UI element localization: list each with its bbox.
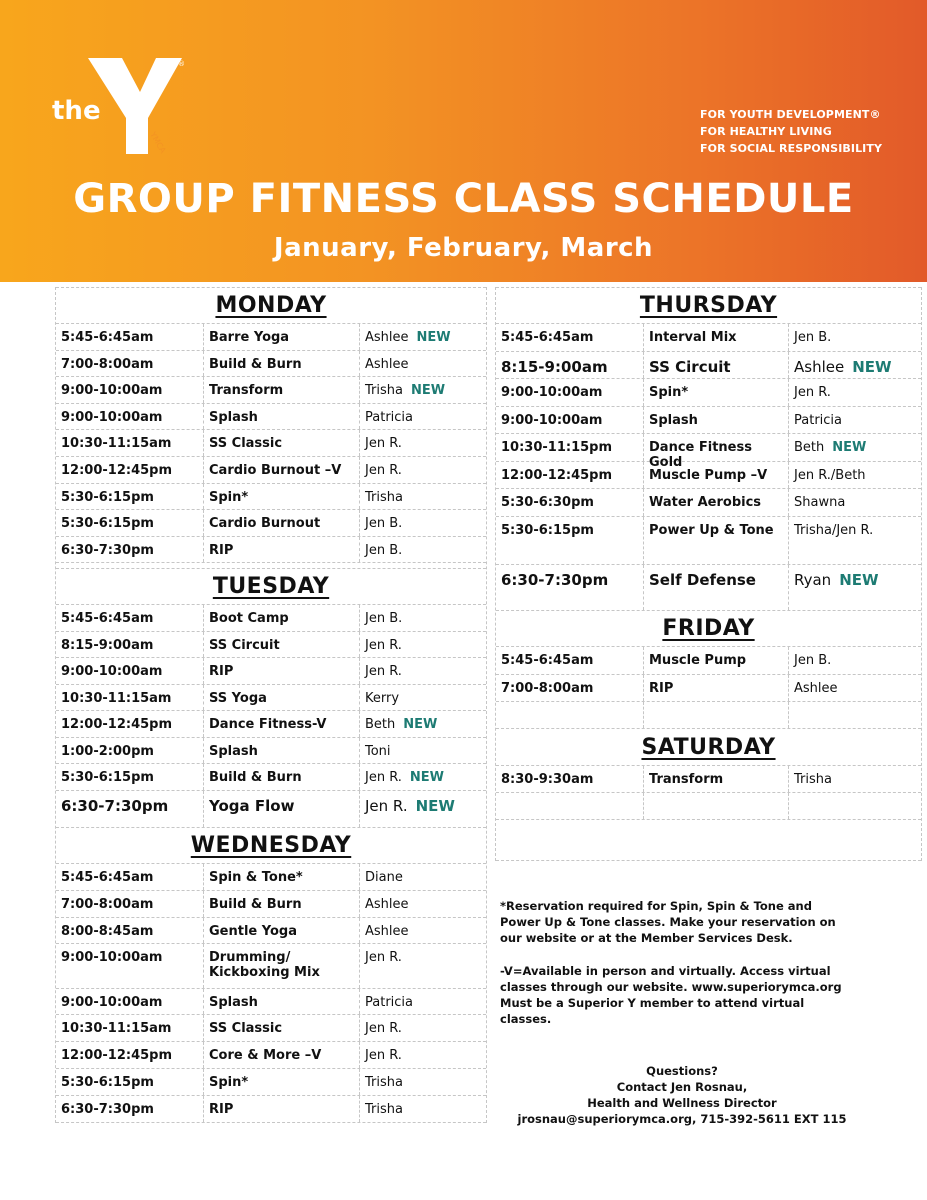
class-time: 8:15-9:00am xyxy=(56,632,204,658)
instructor-name: Shawna xyxy=(794,495,846,510)
class-name-text: SS Circuit xyxy=(209,637,280,653)
schedule-row xyxy=(56,863,486,890)
class-time: 10:30-11:15am xyxy=(56,685,204,711)
class-name-text: Transform xyxy=(649,772,724,788)
schedule-row xyxy=(496,461,921,489)
instructor xyxy=(789,489,921,516)
instructor-name: Patricia xyxy=(365,994,414,1010)
class-name-text: Build & Burn xyxy=(209,896,302,912)
class-time: 10:30-11:15am xyxy=(56,1015,204,1041)
instructor xyxy=(360,430,486,456)
schedule-row xyxy=(56,376,486,403)
class-name xyxy=(644,517,789,564)
class-time: 7:00-8:00am xyxy=(56,891,204,917)
class-name-text: Cardio Burnout –V xyxy=(209,462,342,478)
new-badge: NEW xyxy=(416,330,451,345)
instructor-name: Jen R. xyxy=(365,637,402,653)
instructor-name: Ashlee xyxy=(365,923,409,939)
contact-title: Health and Wellness Director xyxy=(587,1096,777,1110)
schedule-row xyxy=(496,351,921,379)
schedule-row xyxy=(496,674,921,702)
tagline-line-3: FOR SOCIAL RESPONSIBILITY xyxy=(700,142,883,155)
instructor xyxy=(360,351,486,377)
class-name-text: Power Up & Tone xyxy=(649,522,774,538)
instructor-name: Ashlee xyxy=(365,356,409,372)
instructor-name: Jen R. xyxy=(365,1048,402,1064)
virtual-note xyxy=(500,963,842,1027)
day-heading-monday: MONDAY xyxy=(56,287,486,323)
schedule-row xyxy=(56,403,486,430)
instructor xyxy=(789,565,921,611)
schedule-row xyxy=(56,429,486,456)
friday-rows xyxy=(496,646,921,701)
class-name-text-2: Kickboxing Mix xyxy=(209,965,320,981)
class-name xyxy=(204,1069,360,1095)
schedule-row xyxy=(56,684,486,711)
instructor xyxy=(789,766,921,792)
class-name-text: SS Circuit xyxy=(649,357,731,376)
virtual-note-line: Must be a Superior Y member to attend virtual xyxy=(500,996,805,1010)
instructor-name: Jen R. xyxy=(365,664,402,680)
instructor xyxy=(360,989,486,1015)
class-name-text: Spin & Tone* xyxy=(209,869,303,885)
virtual-note-line: -V=Available in person and virtually. Access virtual xyxy=(500,964,831,978)
class-time: 1:00-2:00pm xyxy=(56,738,204,764)
wednesday-rows xyxy=(56,863,486,1123)
schedule-row xyxy=(56,350,486,377)
class-name xyxy=(204,632,360,658)
instructor xyxy=(789,324,921,351)
instructor-name: Ashlee xyxy=(794,357,845,376)
instructor xyxy=(360,864,486,890)
virtual-note-line: classes. xyxy=(500,1012,552,1026)
instructor xyxy=(360,605,486,631)
schedule-row xyxy=(56,943,486,987)
schedule-row xyxy=(56,536,486,563)
class-name-text: Water Aerobics xyxy=(649,495,762,510)
class-time: 8:00-8:45am xyxy=(56,918,204,944)
friday-empty-row xyxy=(496,701,921,728)
class-name xyxy=(204,457,360,483)
instructor xyxy=(360,1069,486,1095)
svg-text:®: ® xyxy=(178,60,185,68)
instructor xyxy=(789,462,921,489)
class-name-text: Splash xyxy=(209,409,258,425)
instructor-name: Jen B. xyxy=(365,611,403,627)
instructor-name: Beth xyxy=(794,440,825,455)
instructor-name: Jen R. xyxy=(365,796,408,815)
class-time: 5:45-6:45am xyxy=(56,324,204,350)
class-name xyxy=(644,565,789,611)
reservation-note-line: Power Up & Tone classes. Make your reservation on xyxy=(500,915,836,929)
class-name xyxy=(204,918,360,944)
schedule-row xyxy=(56,509,486,536)
instructor xyxy=(789,517,921,564)
instructor-name: Jen R. xyxy=(365,1021,402,1037)
instructor xyxy=(360,891,486,917)
class-time: 9:00-10:00am xyxy=(56,944,204,987)
schedule-row xyxy=(56,657,486,684)
new-badge: NEW xyxy=(410,383,446,399)
class-time: 9:00-10:00am xyxy=(56,377,204,403)
instructor-name: Jen R. xyxy=(365,770,402,786)
instructor xyxy=(360,791,486,827)
class-time: 5:30-6:15pm xyxy=(56,484,204,510)
schedule-row xyxy=(56,631,486,658)
instructor-name: Jen R. xyxy=(365,436,402,452)
day-heading-tuesday: TUESDAY xyxy=(56,568,486,604)
schedule-row xyxy=(56,1041,486,1068)
reservation-note-line: our website or at the Member Services Desk. xyxy=(500,931,793,945)
tagline-line-2: FOR HEALTHY LIVING xyxy=(700,125,832,138)
class-name xyxy=(644,434,789,470)
class-name-text: SS Classic xyxy=(209,1021,283,1037)
class-time: 5:30-6:15pm xyxy=(496,517,644,564)
class-name-text: Muscle Pump –V xyxy=(649,467,768,483)
instructor xyxy=(360,632,486,658)
class-name-text: Gentle Yoga xyxy=(209,923,297,939)
class-name xyxy=(204,944,360,987)
class-name xyxy=(204,1096,360,1122)
reservation-note xyxy=(500,898,836,946)
schedule-row xyxy=(56,323,486,350)
day-heading-thursday: THURSDAY xyxy=(496,287,921,323)
schedule-row xyxy=(56,737,486,764)
class-name-text: Build & Burn xyxy=(209,356,302,372)
class-name xyxy=(204,351,360,377)
class-name-text: Spin* xyxy=(209,489,249,505)
instructor xyxy=(360,711,486,737)
instructor xyxy=(789,675,921,702)
instructor xyxy=(789,407,921,434)
instructor-name: Beth xyxy=(365,717,396,733)
class-time: 9:00-10:00am xyxy=(56,404,204,430)
class-name xyxy=(204,537,360,563)
instructor-name: Toni xyxy=(365,743,391,759)
schedule-row xyxy=(56,988,486,1015)
class-name xyxy=(644,407,789,434)
class-time: 12:00-12:45pm xyxy=(56,711,204,737)
instructor-name: Patricia xyxy=(794,412,843,428)
ymca-y-icon xyxy=(86,52,186,162)
schedule-right-column xyxy=(495,287,922,861)
class-time: 6:30-7:30pm xyxy=(496,565,644,611)
class-name-text: Build & Burn xyxy=(209,770,302,786)
class-time: 5:30-6:15pm xyxy=(56,1069,204,1095)
thursday-rows xyxy=(496,323,921,610)
instructor-name: Trisha xyxy=(365,1101,403,1117)
class-name xyxy=(644,352,789,379)
schedule-row xyxy=(496,765,921,792)
class-name-text: Transform xyxy=(209,383,284,399)
schedule-row xyxy=(56,604,486,631)
class-time: 12:00-12:45pm xyxy=(496,462,644,489)
schedule-row xyxy=(496,516,921,564)
class-name xyxy=(644,379,789,406)
instructor-name: Jen B. xyxy=(794,330,832,345)
schedule-left-column xyxy=(55,287,487,1123)
class-name xyxy=(644,324,789,351)
class-name-text: Splash xyxy=(209,994,258,1010)
class-name-text: Muscle Pump xyxy=(649,653,747,669)
class-name-text: SS Yoga xyxy=(209,690,267,706)
class-name-text: Self Defense xyxy=(649,570,756,589)
instructor xyxy=(360,537,486,563)
schedule-row xyxy=(56,1068,486,1095)
class-name xyxy=(204,510,360,536)
class-name xyxy=(204,711,360,737)
class-name xyxy=(204,658,360,684)
class-time: 12:00-12:45pm xyxy=(56,1042,204,1068)
instructor-name: Ashlee xyxy=(365,896,409,912)
monday-rows xyxy=(56,323,486,562)
class-name xyxy=(204,989,360,1015)
class-name xyxy=(644,766,789,792)
class-name-text: Dance Fitness-V xyxy=(209,717,327,733)
instructor-name: Jen B. xyxy=(794,653,832,669)
instructor-name: Jen R. xyxy=(365,950,402,966)
tagline xyxy=(700,106,882,157)
class-name-text: Core & More –V xyxy=(209,1048,322,1064)
class-name-text: RIP xyxy=(649,680,674,696)
instructor-name: Trisha/Jen R. xyxy=(794,522,874,538)
instructor-name: Trisha xyxy=(365,489,403,505)
instructor xyxy=(360,658,486,684)
class-time: 10:30-11:15am xyxy=(56,430,204,456)
class-time: 10:30-11:15pm xyxy=(496,434,644,461)
class-time: 8:15-9:00am xyxy=(496,352,644,379)
instructor xyxy=(360,1096,486,1122)
class-name-text: Barre Yoga xyxy=(209,330,290,345)
class-name-text: RIP xyxy=(209,1101,234,1117)
class-name xyxy=(204,484,360,510)
instructor-name: Jen R./Beth xyxy=(794,467,866,483)
class-name xyxy=(204,404,360,430)
class-name xyxy=(644,675,789,702)
class-time: 5:30-6:15pm xyxy=(56,510,204,536)
class-name xyxy=(204,605,360,631)
class-name-text: Spin* xyxy=(209,1074,249,1090)
instructor xyxy=(360,918,486,944)
instructor-name: Ashlee xyxy=(794,680,838,696)
class-name xyxy=(204,764,360,790)
instructor xyxy=(360,738,486,764)
instructor xyxy=(360,944,486,987)
schedule-row xyxy=(56,710,486,737)
class-time: 5:30-6:30pm xyxy=(496,489,644,516)
instructor xyxy=(360,324,486,350)
instructor-name: Patricia xyxy=(365,409,414,425)
instructor-name: Jen B. xyxy=(365,542,403,558)
instructor-name: Jen B. xyxy=(365,516,403,532)
contact-email-phone[interactable]: jrosnau@superiorymca.org, 715-392-5611 EXT 115 xyxy=(517,1112,847,1126)
new-badge: NEW xyxy=(415,796,455,815)
schedule-row xyxy=(496,488,921,516)
class-time: 9:00-10:00am xyxy=(496,379,644,406)
schedule-row xyxy=(56,790,486,827)
ymca-logo xyxy=(52,52,192,162)
instructor xyxy=(360,377,486,403)
class-time: 5:45-6:45am xyxy=(496,647,644,674)
class-time: 9:00-10:00am xyxy=(496,407,644,434)
schedule-row xyxy=(496,646,921,674)
class-time: 5:45-6:45am xyxy=(56,864,204,890)
saturday-empty-row xyxy=(496,792,921,819)
instructor xyxy=(360,685,486,711)
page-subtitle: January, February, March xyxy=(273,233,654,263)
schedule-row xyxy=(496,564,921,611)
class-name xyxy=(204,1015,360,1041)
reservation-note-line: *Reservation required for Spin, Spin & Tone and xyxy=(500,899,812,913)
schedule-row xyxy=(56,1095,486,1122)
instructor xyxy=(360,484,486,510)
schedule-row xyxy=(496,378,921,406)
class-name-text: Yoga Flow xyxy=(209,796,295,815)
virtual-note-line: classes through our website. www.superiorymca.org xyxy=(500,980,842,994)
instructor-name: Kerry xyxy=(365,690,400,706)
class-time: 8:30-9:30am xyxy=(496,766,644,792)
page-title: GROUP FITNESS CLASS SCHEDULE xyxy=(73,176,854,222)
class-time: 5:45-6:45am xyxy=(496,324,644,351)
new-badge: NEW xyxy=(839,570,879,589)
instructor-name: Jen R. xyxy=(365,462,402,478)
class-time: 9:00-10:00am xyxy=(56,658,204,684)
instructor xyxy=(360,1042,486,1068)
class-name xyxy=(204,791,360,827)
class-name xyxy=(204,864,360,890)
class-name-text: Spin* xyxy=(649,385,689,400)
class-time: 6:30-7:30pm xyxy=(56,791,204,827)
new-badge: NEW xyxy=(403,717,438,733)
class-name-text: Splash xyxy=(209,743,258,759)
instructor-name: Jen R. xyxy=(794,385,831,400)
class-time: 5:30-6:15pm xyxy=(56,764,204,790)
class-name-text: SS Classic xyxy=(209,436,283,452)
logo-the-text: the xyxy=(52,96,101,126)
class-name-text: Splash xyxy=(649,412,698,428)
class-time: 5:45-6:45am xyxy=(56,605,204,631)
class-name xyxy=(204,377,360,403)
tuesday-rows xyxy=(56,604,486,827)
class-name xyxy=(204,738,360,764)
contact-block xyxy=(497,1063,867,1127)
class-time: 9:00-10:00am xyxy=(56,989,204,1015)
tagline-line-1: FOR YOUTH DEVELOPMENT® xyxy=(700,108,881,121)
schedule-row xyxy=(56,763,486,790)
class-name-text: Dance Fitness Gold xyxy=(649,440,752,470)
schedule-row xyxy=(56,483,486,510)
instructor-name: Diane xyxy=(365,869,403,885)
new-badge: NEW xyxy=(852,357,892,376)
class-name-text: Cardio Burnout xyxy=(209,516,321,532)
instructor xyxy=(360,457,486,483)
class-name xyxy=(204,891,360,917)
class-time: 6:30-7:30pm xyxy=(56,537,204,563)
class-name-text: Interval Mix xyxy=(649,330,737,345)
class-name-text: Drumming/ xyxy=(209,950,291,966)
class-name xyxy=(204,1042,360,1068)
class-name xyxy=(644,647,789,674)
class-name-text: RIP xyxy=(209,542,234,558)
instructor-name: Ashlee xyxy=(365,330,409,345)
class-name-text: RIP xyxy=(209,664,234,680)
class-time: 7:00-8:00am xyxy=(496,675,644,702)
instructor-name: Trisha xyxy=(365,383,403,399)
instructor xyxy=(360,1015,486,1041)
day-heading-saturday: SATURDAY xyxy=(496,728,921,765)
schedule-row xyxy=(496,323,921,351)
schedule-row xyxy=(56,917,486,944)
schedule-row xyxy=(56,890,486,917)
header-banner xyxy=(0,0,927,282)
instructor xyxy=(789,379,921,406)
new-badge: NEW xyxy=(832,440,867,455)
instructor xyxy=(789,434,921,461)
instructor xyxy=(789,647,921,674)
instructor xyxy=(360,404,486,430)
day-heading-wednesday: WEDNESDAY xyxy=(56,827,486,863)
class-time: 7:00-8:00am xyxy=(56,351,204,377)
class-time: 6:30-7:30pm xyxy=(56,1096,204,1122)
logo-ymca-text: YMCA xyxy=(148,130,168,155)
schedule-row xyxy=(56,1014,486,1041)
instructor-name: Trisha xyxy=(365,1074,403,1090)
instructor xyxy=(789,352,921,379)
class-time: 12:00-12:45pm xyxy=(56,457,204,483)
class-name xyxy=(204,324,360,350)
class-name xyxy=(644,462,789,489)
class-name-text: Boot Camp xyxy=(209,611,289,627)
schedule-row xyxy=(56,456,486,483)
schedule-row xyxy=(496,433,921,470)
new-badge: NEW xyxy=(409,770,445,786)
contact-name: Contact Jen Rosnau, xyxy=(616,1080,748,1094)
schedule-row xyxy=(496,406,921,434)
class-name xyxy=(644,489,789,516)
day-heading-friday: FRIDAY xyxy=(496,610,921,646)
contact-heading: Questions? xyxy=(646,1064,718,1078)
instructor-name: Ryan xyxy=(794,570,832,589)
class-name xyxy=(204,685,360,711)
instructor-name: Trisha xyxy=(794,772,832,788)
instructor xyxy=(360,510,486,536)
class-name xyxy=(204,430,360,456)
saturday-rows xyxy=(496,765,921,792)
instructor xyxy=(360,764,486,790)
